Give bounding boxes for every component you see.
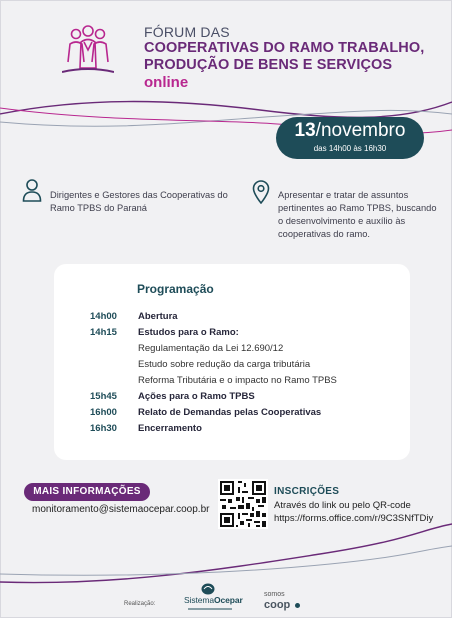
program-time: 15h45 bbox=[90, 391, 117, 402]
signup-link[interactable]: https://forms.office.com/r/9C3SNfTDiy bbox=[274, 513, 434, 524]
person-icon bbox=[22, 178, 42, 202]
logo-underline bbox=[188, 608, 232, 610]
more-info-badge: MAIS INFORMAÇÕES bbox=[24, 483, 150, 501]
header-title-line2: PRODUÇÃO DE BENS E SERVIÇOS bbox=[144, 57, 393, 73]
header-title-line1: COOPERATIVAS DO RAMO TRABALHO, bbox=[144, 40, 425, 56]
program-subitem: Reforma Tributária e o impacto no Ramo TPBS bbox=[138, 375, 337, 386]
program-item: Estudos para o Ramo: bbox=[138, 327, 239, 338]
org-prefix: Sistema bbox=[184, 595, 215, 605]
program-title: Programação bbox=[137, 282, 214, 296]
location-pin-icon bbox=[252, 180, 270, 204]
coop-logo-dot bbox=[295, 603, 300, 608]
signup-title: INSCRIÇÕES bbox=[274, 486, 340, 497]
sistema-ocepar-emblem-icon bbox=[201, 583, 215, 595]
program-time: 14h00 bbox=[90, 311, 117, 322]
somos-label: somos bbox=[264, 591, 285, 598]
coop-logo: coop bbox=[264, 599, 291, 611]
audience-text: Dirigentes e Gestores das Cooperativas do Ramo TPBS do Paraná bbox=[50, 190, 228, 213]
program-subitem: Regulamentação da Lei 12.690/12 bbox=[138, 343, 284, 354]
header-online: online bbox=[144, 74, 189, 91]
signup-instructions: Através do link ou pelo QR-code bbox=[274, 500, 411, 511]
contact-email-link[interactable]: monitoramento@sistemaocepar.coop.br bbox=[32, 504, 210, 515]
sistema-ocepar-logo bbox=[184, 595, 243, 605]
program-subitem: Estudo sobre redução da carga tributária bbox=[138, 359, 311, 370]
date-time: das 14h00 às 16h30 bbox=[313, 144, 387, 153]
decorative-bottom-wave bbox=[0, 520, 452, 590]
program-time: 16h00 bbox=[90, 407, 117, 418]
program-item: Abertura bbox=[138, 311, 178, 322]
date-day: 13 bbox=[294, 120, 316, 141]
program-card bbox=[54, 264, 410, 460]
org-name: Ocepar bbox=[214, 595, 243, 605]
program-item: Encerramento bbox=[138, 423, 202, 434]
program-item: Relato de Demandas pelas Cooperativas bbox=[138, 407, 322, 418]
goal-text: Apresentar e tratar de assuntos pertinentes ao Ramo TPBS, buscando o desenvolvimento e auxílio às cooperativas do ramo. bbox=[278, 190, 437, 239]
date-month: /novembro bbox=[315, 120, 406, 141]
date-main bbox=[276, 120, 424, 142]
realizacao-label: Realização: bbox=[124, 601, 156, 607]
program-time: 14h15 bbox=[90, 327, 117, 338]
header-top: FÓRUM DAS bbox=[144, 24, 230, 40]
program-time: 16h30 bbox=[90, 423, 117, 434]
date-badge bbox=[276, 117, 424, 159]
program-item: Ações para o Ramo TPBS bbox=[138, 391, 255, 402]
women-group-icon bbox=[62, 22, 114, 78]
